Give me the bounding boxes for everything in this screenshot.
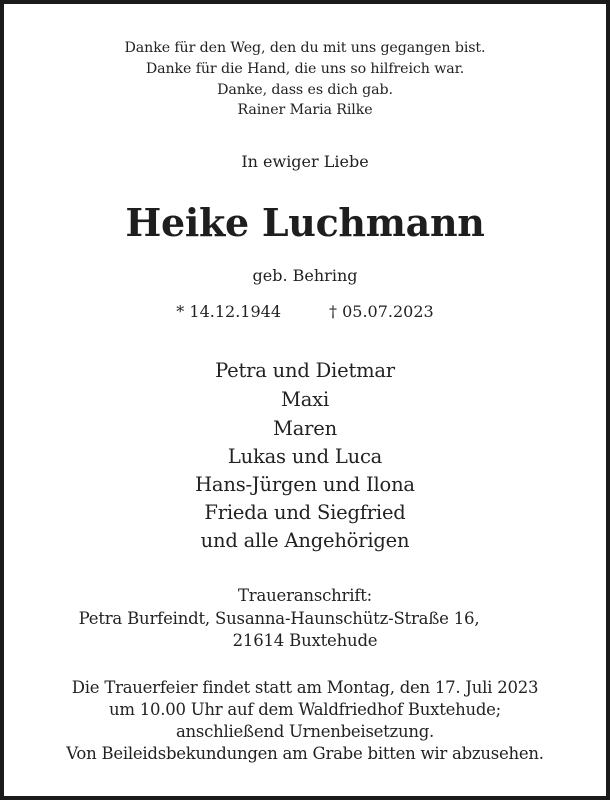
- mourner: Hans-Jürgen und Ilona: [195, 473, 415, 496]
- mourner: Lukas und Luca: [227, 445, 383, 468]
- address-street: Petra Burfeindt, Susanna-Haunschütz-Straße 16,: [78, 609, 480, 628]
- mourner: Maxi: [280, 388, 330, 411]
- mourner: Petra und Dietmar: [215, 359, 395, 382]
- notice-line-4: Von Beileidsbekundungen am Grabe bitten wir abzusehen.: [66, 744, 544, 763]
- notice-line-2: um 10.00 Uhr auf dem Waldfriedhof Buxtehude;: [108, 700, 501, 719]
- death-date: † 05.07.2023: [329, 302, 434, 321]
- notice-line-1: Die Trauerfeier findet statt am Montag, den 17. Juli 2023: [71, 678, 539, 697]
- poem-line-2: Danke für die Hand, die uns so hilfreich war.: [145, 61, 465, 77]
- poem-line-1: Danke für den Weg, den du mit uns gegangen bist.: [124, 40, 486, 56]
- mourner: Maren: [272, 417, 337, 440]
- poem-line-3: Danke, dass es dich gab.: [217, 82, 393, 98]
- notice-line-3: anschließend Urnenbeisetzung.: [175, 722, 435, 741]
- life-dates: [4, 302, 606, 321]
- mourner: und alle Angehörigen: [200, 529, 410, 552]
- address-city: 21614 Buxtehude: [232, 631, 378, 650]
- address-label: Traueranschrift:: [237, 586, 373, 605]
- tagline: In ewiger Liebe: [241, 152, 369, 171]
- birth-date: * 14.12.1944: [176, 302, 281, 321]
- birth-name: geb. Behring: [252, 266, 358, 285]
- poem-author: Rainer Maria Rilke: [237, 102, 373, 118]
- deceased-name: Heike Luchmann: [125, 200, 485, 245]
- mourner: Frieda und Siegfried: [204, 501, 406, 524]
